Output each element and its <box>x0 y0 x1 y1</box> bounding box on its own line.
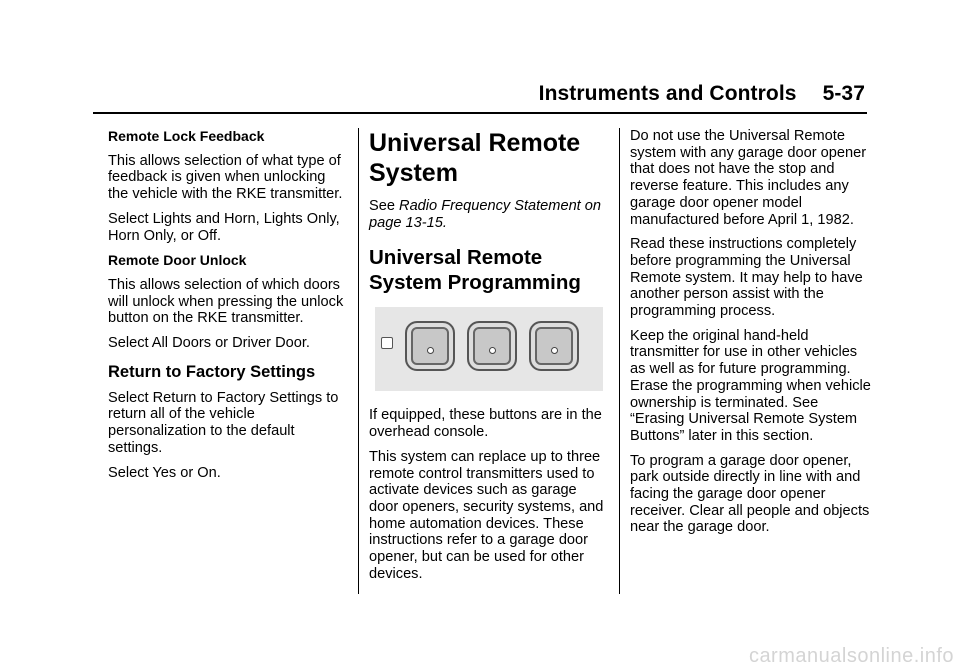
indicator-light-icon <box>381 337 393 349</box>
overhead-console-figure <box>375 307 603 391</box>
column-divider-2 <box>619 128 620 594</box>
remote-lock-feedback-options: Select Lights and Horn, Lights Only, Horn Only, or Off. <box>108 210 340 244</box>
garage-button-1-icon <box>405 321 455 371</box>
programming-heading: Universal Remote System Programming <box>369 246 581 295</box>
warning-text: Do not use the Universal Remote system with any garage door opener that does not have the stop and reverse feature. This includes any garage door opener model manufactured before April 1, 1982. <box>630 128 867 228</box>
page-number: 5-37 <box>822 82 865 105</box>
column-1 <box>108 128 348 489</box>
factory-settings-text: Select Return to Factory Settings to return all of the vehicle personalization to the default settings. <box>108 389 339 456</box>
factory-settings-options: Select Yes or On. <box>108 464 221 481</box>
remote-door-unlock-options: Select All Doors or Driver Door. <box>108 335 310 352</box>
header-rule <box>93 112 867 114</box>
remote-door-unlock-text: This allows selection of which doors will unlock when pressing the unlock button on the RKE transmitter. <box>108 276 344 327</box>
watermark: carmanualsonline.info <box>748 645 954 667</box>
see-reference: See Radio Frequency Statement on page 13-15. <box>369 198 602 231</box>
page-header <box>539 82 865 106</box>
column-3 <box>630 128 875 544</box>
factory-settings-heading: Return to Factory Settings <box>108 362 316 381</box>
remote-lock-feedback-text: This allows selection of what type of feedback is given when unlocking the vehicle with the RKE transmitter. <box>108 152 343 203</box>
read-instructions-text: Read these instructions completely before programming the Universal Remote system. It may help to have another person assist with the programming process. <box>630 236 863 320</box>
program-opener-text: To program a garage door opener, park outside directly in line with and facing the garage door opener receiver. Clear all people and objects near the garage door. <box>630 452 870 536</box>
universal-remote-title: Universal Remote System <box>369 129 581 187</box>
column-divider-1 <box>358 128 359 594</box>
garage-button-2-icon <box>467 321 517 371</box>
system-description-text: This system can replace up to three remote control transmitters used to activate devices such as garage door openers, security systems, and home automation devices. These instructions refer to a garage door opener, but can be used for other devices. <box>369 448 604 582</box>
remote-lock-feedback-label: Remote Lock Feedback <box>108 128 265 144</box>
keep-transmitter-text: Keep the original hand-held transmitter for use in other vehicles as well as for future programming. Erase the programming when vehicle ownership is terminated. See “Erasing Universal Remote System Buttons” later in this section. <box>630 327 871 444</box>
column-2 <box>369 128 609 590</box>
remote-door-unlock-label: Remote Door Unlock <box>108 252 247 269</box>
garage-button-3-icon <box>529 321 579 371</box>
see-reference-link: Radio Frequency Statement on page 13-15. <box>369 198 602 231</box>
section-title: Instruments and Controls <box>538 82 797 105</box>
buttons-location-text: If equipped, these buttons are in the overhead console. <box>369 407 602 441</box>
